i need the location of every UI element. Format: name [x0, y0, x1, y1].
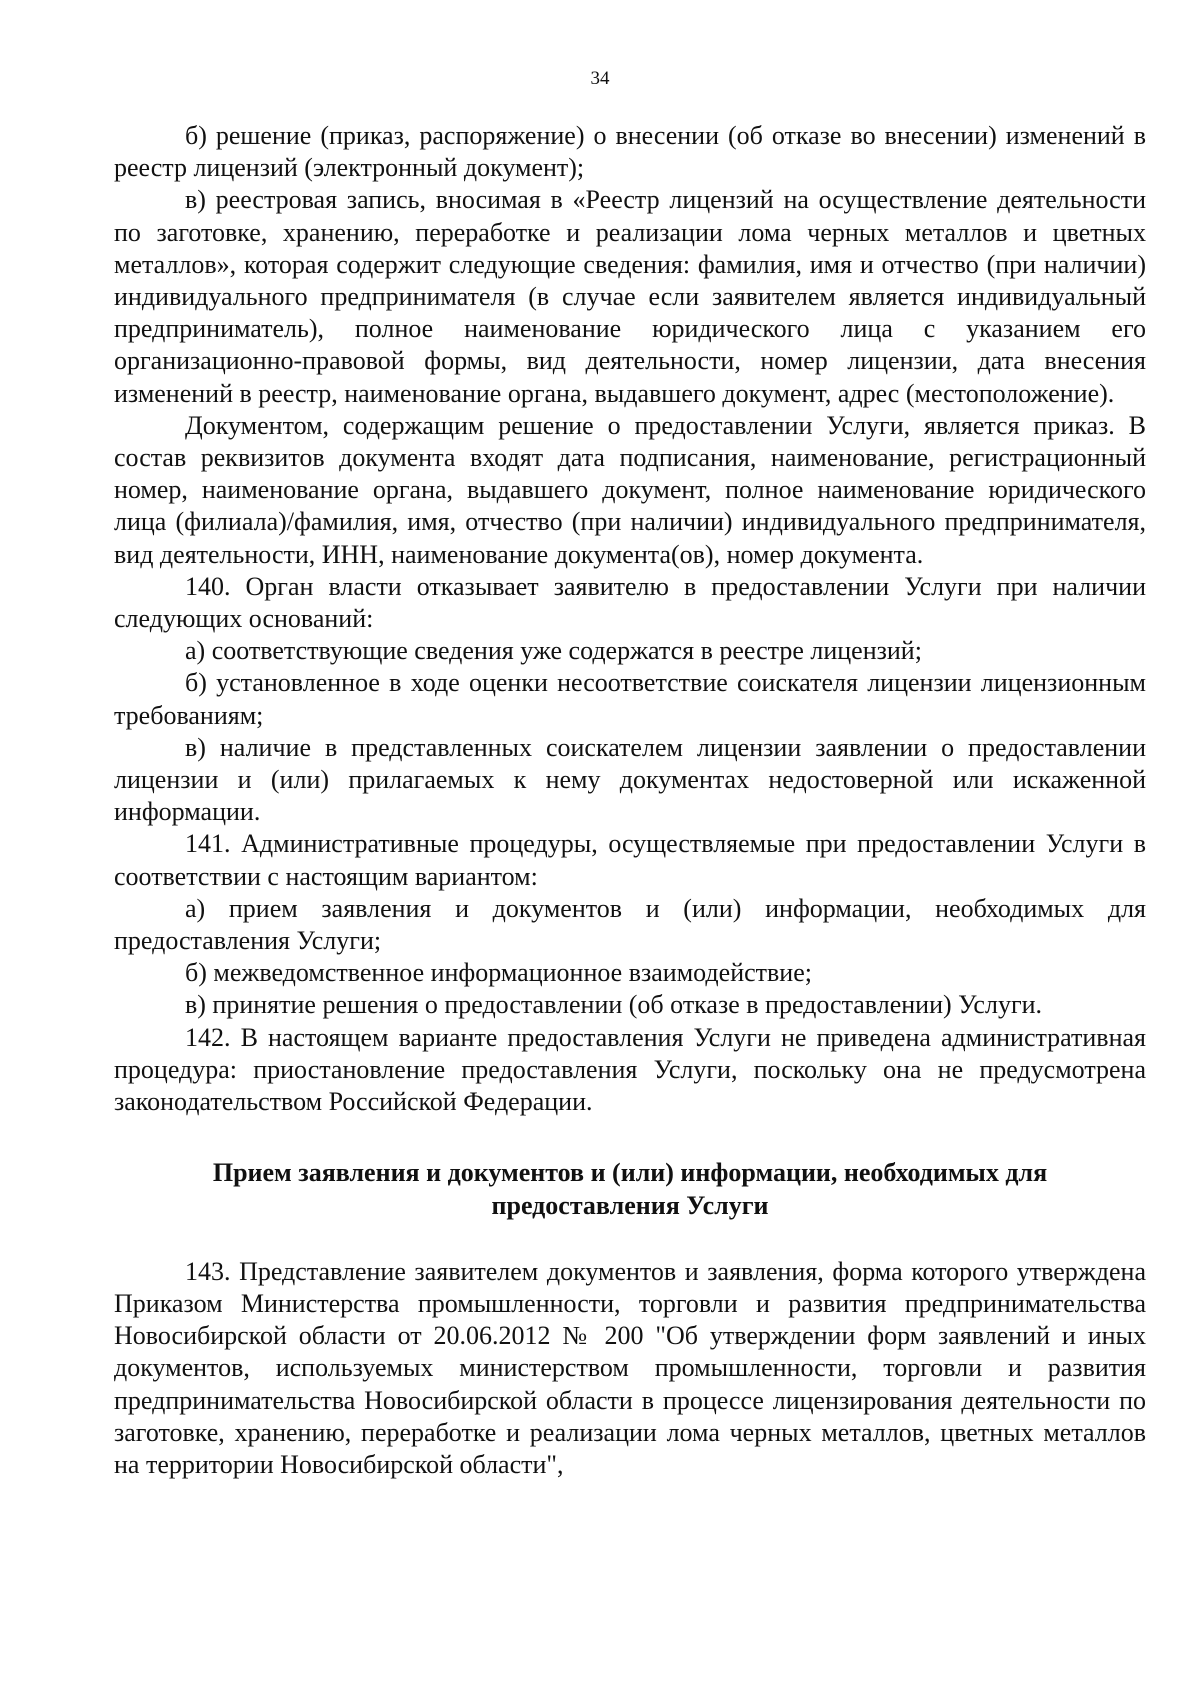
paragraph-142: 142. В настоящем варианте предоставления Услуги не приведена административная процедура: приостановление предоставления Услуги, поскольку она не предусмотрена законодательством Российской Федерации.	[114, 1022, 1146, 1117]
section-heading: Прием заявления и документов и (или) информации, необходимых для предоставления Услуги	[212, 1158, 1048, 1220]
paragraph-140-item-a: а) соответствующие сведения уже содержатся в реестре лицензий;	[185, 636, 922, 666]
paragraph-decision-document: Документом, содержащим решение о предоставлении Услуги, является приказ. В состав реквизитов документа входят дата подписания, наименование, регистрационный номер, наименование органа, выдавшего документ, полное наименование юридического лица (филиала)/фамилия, имя, отчество (при наличии) индивидуального предпринимателя, вид деятельности, ИНН, наименование документа(ов), номер документа.	[114, 410, 1146, 569]
paragraph-141: 141. Административные процедуры, осуществляемые при предоставлении Услуги в соответствии с настоящим вариантом:	[114, 829, 1146, 891]
paragraph-140-item-b: б) установленное в ходе оценки несоответствие соискателя лицензии лицензионным требованиям;	[114, 668, 1146, 730]
paragraph-140: 140. Орган власти отказывает заявителю в предоставлении Услуги при наличии следующих оснований:	[114, 571, 1146, 634]
paragraph-140-item-v: в) наличие в представленных соискателем лицензии заявлении о предоставлении лицензии и (или) прилагаемых к нему документах недостоверной или искаженной информации.	[114, 732, 1146, 827]
paragraph-141-item-a: а) прием заявления и документов и (или) информации, необходимых для предоставления Услуги;	[114, 893, 1146, 956]
paragraph-item-b-decision: б) решение (приказ, распоряжение) о внесении (об отказе во внесении) изменений в реестр лицензий (электронный документ);	[114, 121, 1146, 183]
paragraph-item-v-registry-record: в) реестровая запись, вносимая в «Реестр лицензий на осуществление деятельности по заготовке, хранению, переработке и реализации лома черных металлов и цветных металлов», которая содержит следующие сведения: фамилия, имя и отчество (при наличии) индивидуального предпринимателя (в случае если заявителем является индивидуальный предприниматель), полное наименование юридического лица с указанием его организационно-правовой формы, вид деятельности, номер лицензии, дата внесения изменений в реестр, наименование органа, выдавшего документ, адрес (местоположение).	[114, 185, 1146, 408]
paragraph-141-item-v: в) принятие решения о предоставлении (об отказе в предоставлении) Услуги.	[185, 990, 1043, 1020]
paragraph-141-item-b: б) межведомственное информационное взаимодействие;	[185, 958, 812, 988]
paragraph-143: 143. Представление заявителем документов и заявления, форма которого утверждена Приказом Министерства промышленности, торговли и развития предпринимательства Новосибирской области от 20.06.2012 № 200 "Об утверждении форм заявлений и иных документов, используемых министерством промышленности, торговли и развития предпринимательства Новосибирской области в процессе лицензирования деятельности по заготовке, хранению, переработке и реализации лома черных металлов, цветных металлов на территории Новосибирской области",	[114, 1256, 1146, 1479]
page-number: 34	[590, 68, 610, 89]
document-body	[114, 120, 1146, 1481]
